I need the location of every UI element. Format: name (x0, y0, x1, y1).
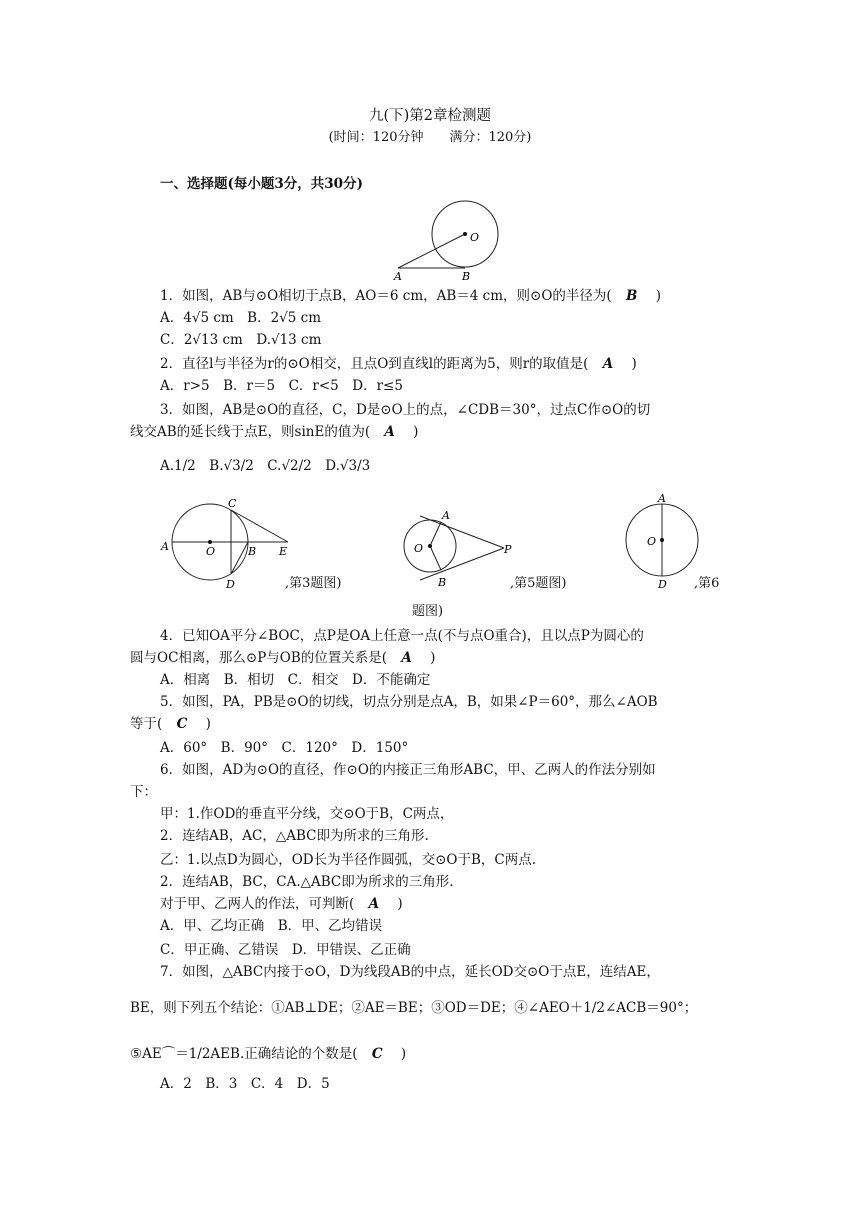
q6-answer: A (368, 896, 380, 912)
q1-answer: B (625, 288, 638, 304)
fig-q6-label-d: D (658, 578, 667, 590)
q3-answer: A (384, 424, 395, 440)
q6-stem-line1: 6．如图，AD为⊙O的直径，作⊙O的内接正三角形ABC，甲、乙两人的作法分别如 (160, 762, 656, 778)
q7-options: A．2 B．3 C．4 D．5 (160, 1076, 330, 1092)
fig-q6-label-a: A (658, 492, 666, 505)
q3-stem-text: 线交AB的延长线于点E，则sinE的值为( (130, 424, 371, 440)
q4-options: A．相离 B．相切 C．相交 D．不能确定 (160, 672, 431, 688)
q5-answer: C (176, 716, 188, 732)
fig-q1-label-b: B (462, 270, 471, 282)
q3-options: A.1/2 B.√3/2 C.√2/2 D.√3/3 (160, 458, 371, 474)
q1-options-1: A．4√5 cm B．2√5 cm (160, 310, 322, 326)
fig-q1-label-o: O (470, 231, 480, 244)
figure-q1 (380, 196, 500, 282)
fig-q6-caption-1: ,第6 (694, 576, 720, 591)
q1-close: ) (655, 288, 661, 304)
q3-stem-line1: 3．如图，AB是⊙O的直径，C，D是⊙O上的点，∠CDB＝30°，过点C作⊙O的切 (160, 402, 651, 418)
fig-q5-label-p: P (504, 543, 512, 556)
q2-stem (160, 354, 637, 374)
q5-options: A．60° B．90° C．120° D．150° (160, 740, 409, 756)
fig-q6-caption-2: 题图) (412, 604, 444, 619)
q6-jia-step2: 2．连结AB，AC，△ABC即为所求的三角形. (160, 828, 429, 844)
figure-q3 (158, 496, 298, 592)
q6-yi-step2: 2．连结AB，BC，CA.△ABC即为所求的三角形. (160, 874, 454, 890)
fig-q5-label-o: O (414, 542, 424, 555)
q4-stem-text: 圆与OC相离，那么⊙P与OB的位置关系是( (130, 650, 388, 666)
fig-q3-label-a: A (161, 540, 169, 553)
fig-q5-label-b: B (438, 576, 447, 589)
q6-jia-step1: 甲：1.作OD的垂直平分线，交⊙O于B，C两点， (160, 806, 454, 822)
fig-q3-label-d: D (226, 578, 235, 591)
q2-close: ) (631, 356, 637, 372)
q2-answer: A (602, 356, 614, 372)
q4-answer: A (401, 650, 412, 666)
q7-stem-text: ⑤AE⌒＝1/2AEB.正确结论的个数是( (130, 1046, 358, 1062)
q5-stem-line1: 5．如图，PA，PB是⊙O的切线，切点分别是点A，B，如果∠P＝60°，那么∠AOB (160, 694, 658, 710)
q5-close: ) (205, 716, 211, 732)
fig-q1-label-a: A (394, 270, 402, 282)
q4-close: ) (430, 650, 436, 666)
q6-judge (160, 894, 403, 914)
q6-yi-step1: 乙：1.以点D为圆心，OD长为半径作圆弧，交⊙O于B，C两点. (160, 852, 537, 868)
q7-stem-line3 (130, 1044, 406, 1064)
q7-close: ) (400, 1046, 407, 1062)
q2-stem-text: 2．直径l与半径为r的⊙O相交，且点O到直线l的距离为5，则r的取值是( (160, 356, 589, 372)
q7-stem-line2: BE，则下列五个结论：①AB⊥DE；②AE＝BE；③OD＝DE；④∠AEO＋1/2∠ACB＝90°； (130, 1000, 698, 1016)
q4-stem-line2 (130, 648, 435, 668)
q7-stem-line1: 7．如图，△ABC内接于⊙O，D为线段AB的中点，延长OD交⊙O于点E，连结AE， (160, 964, 660, 980)
q6-options-2: C．甲正确、乙错误 D．甲错误、乙正确 (160, 942, 411, 958)
fig-q3-label-e: E (279, 545, 288, 558)
q4-stem-line1: 4．已知OA平分∠BOC，点P是OA上任意一点(不与点O重合)，且以点P为圆心的 (160, 628, 644, 644)
fig-q3-caption: ,第3题图) (285, 576, 342, 591)
q6-judge-text: 对于甲、乙两人的作法，可判断( (160, 896, 355, 912)
q5-stem-text: 等于( (130, 716, 163, 732)
q3-stem-line2 (130, 422, 418, 442)
section-heading: 一、选择题(每小题3分，共30分) (160, 176, 363, 192)
fig-q5-caption: ,第5题图) (510, 576, 567, 591)
q6-options-1: A．甲、乙均正确 B．甲、乙均错误 (160, 918, 383, 934)
page-subtitle: (时间：120分钟 满分：120分) (328, 130, 532, 145)
fig-q3-label-b: B (248, 545, 257, 558)
figure-q5 (396, 506, 520, 592)
q6-stem-line2: 下： (130, 784, 157, 800)
q1-stem (160, 286, 661, 306)
fig-q5-label-a: A (442, 509, 450, 522)
fig-q3-label-c: C (228, 497, 237, 510)
fig-q6-label-o: O (647, 535, 657, 548)
fig-q3-label-o: O (206, 545, 216, 558)
page-title: 九(下)第2章检测题 (368, 108, 492, 124)
q5-stem-line2 (130, 714, 211, 734)
q2-options: A．r>5 B．r＝5 C．r<5 D．r≤5 (160, 378, 403, 394)
q3-close: ) (413, 424, 419, 440)
q7-answer: C (371, 1046, 383, 1062)
q1-options-2: C．2√13 cm D.√13 cm (160, 332, 322, 348)
q1-stem-text: 1．如图，AB与⊙O相切于点B，AO＝6 cm，AB＝4 cm，则⊙O的半径为( (160, 288, 612, 304)
q6-close: ) (397, 896, 403, 912)
